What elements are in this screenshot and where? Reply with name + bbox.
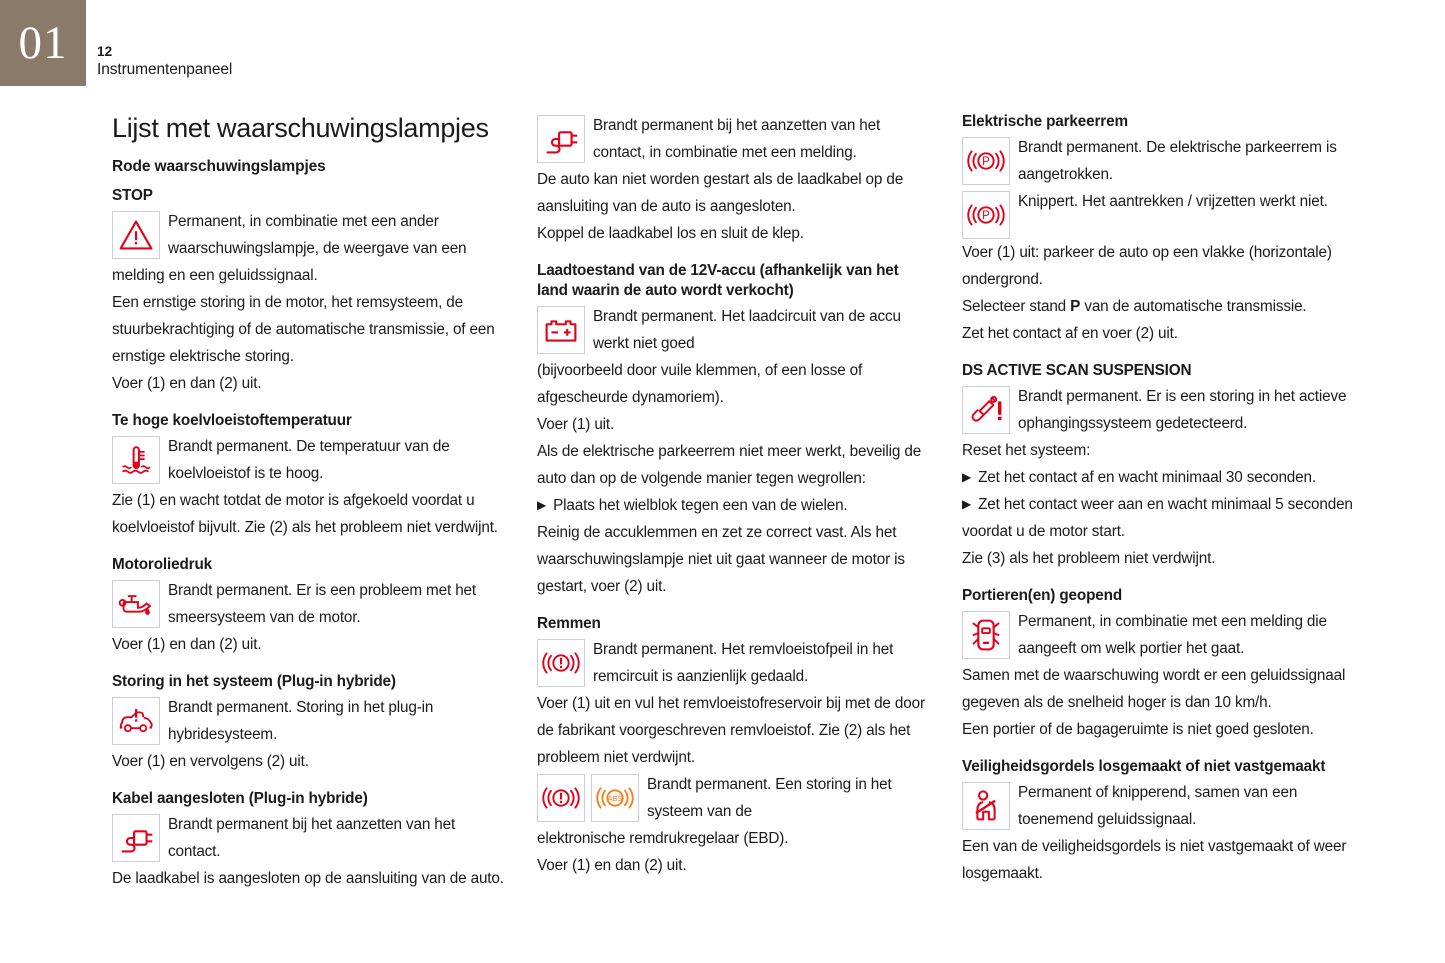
item-bullet-text: Plaats het wielblok tegen een van de wielen. xyxy=(553,497,848,514)
item-body-line: Een portier of de bagageruimte is niet goed gesloten. xyxy=(962,721,1314,738)
item-body-line: Samen met de waarschuwing wordt er een geluidssignaal gegeven als de snelheid hoger is dan 10 km/h. xyxy=(962,667,1346,711)
item-icon-text: Brandt permanent. Een storing in het systeem van de xyxy=(647,776,892,820)
active-suspension-fault-icon xyxy=(962,386,1010,434)
subsection-title: Rode waarschuwingslampjes xyxy=(112,158,326,175)
item-heading-brakes: Remmen xyxy=(537,615,601,632)
item-heading-oil: Motoroliedruk xyxy=(112,556,213,573)
item-icon-text: Brandt permanent. Het remvloeistofpeil in het remcircuit is aanzienlijk gedaald. xyxy=(593,641,894,685)
item-heading-suspension: DS ACTIVE SCAN SUSPENSION xyxy=(962,362,1192,379)
column-1 xyxy=(112,112,508,892)
item-icon-text: Permanent of knipperend, samen van een toenemend geluidssignaal. xyxy=(1018,784,1298,828)
item-body-line: Zie (1) en wacht totdat de motor is afgekoeld voordat u koelvloeistof bijvult. Zie (2) als het probleem niet verdwijnt. xyxy=(112,492,498,536)
warning-item-stop xyxy=(112,208,508,289)
svg-text:P: P xyxy=(982,209,990,222)
warning-item-oil xyxy=(112,577,508,631)
body-text-before: Selecteer stand xyxy=(962,298,1071,315)
gear-position-bold: P xyxy=(1070,298,1081,315)
item-icon-text: Brandt permanent. Er is een probleem met het smeersysteem van de motor. xyxy=(168,582,477,626)
item-body-line: Voer (1) en vervolgens (2) uit. xyxy=(112,753,309,770)
item-heading-hybrid-fault: Storing in het systeem (Plug-in hybride) xyxy=(112,673,396,690)
item-body-line: Voer (1) uit: parkeer de auto op een vlakke (horizontale) ondergrond. xyxy=(962,244,1332,288)
parking-brake-icon xyxy=(962,191,1010,239)
item-bullet-text: Zet het contact weer aan en wacht minimaal 5 seconden voordat u de motor start. xyxy=(962,496,1353,540)
charging-cable-plug-icon xyxy=(537,115,585,163)
item-body-line: Voer (1) uit en vul het remvloeistofreservoir bij met de door de fabrikant voorgeschreven remvloeistof. Zie (2) als het probleem niet verdwijnt. xyxy=(537,695,925,766)
chapter-number-box: 01 xyxy=(0,0,86,86)
item-bullet xyxy=(962,464,1354,491)
item-body-line: Voer (1) en dan (2) uit. xyxy=(112,375,262,392)
warning-item-parking-brake-on xyxy=(962,134,1354,188)
brake-warning-icon xyxy=(537,774,585,822)
column-2 xyxy=(537,112,933,892)
item-icon-text: Brandt permanent. De elektrische parkeerrem is aangetrokken. xyxy=(1018,139,1337,183)
warning-item-suspension xyxy=(962,383,1354,437)
item-body-line: Als de elektrische parkeerrem niet meer werkt, beveilig de auto dan op de volgende manier tegen wegrollen: xyxy=(537,443,922,487)
coolant-temperature-icon xyxy=(112,436,160,484)
bullet-triangle-icon: ▶ xyxy=(962,497,972,511)
item-body-line: Een ernstige storing in de motor, het remsysteem, de stuurbekrachtiging of de automatische transmissie, of een ernstige elektrische storing. xyxy=(112,294,495,365)
item-icon-text: Knippert. Het aantrekken / vrijzetten werkt niet. xyxy=(1018,193,1328,210)
item-body-line: Een van de veiligheidsgordels is niet vastgemaakt of weer losgemaakt. xyxy=(962,838,1347,882)
item-body-line: Koppel de laadkabel los en sluit de klep. xyxy=(537,225,804,242)
item-body-line: Voer (1) en dan (2) uit. xyxy=(112,636,262,653)
warning-triangle-icon xyxy=(112,211,160,259)
item-body-line: Reinig de accuklemmen en zet ze correct vast. Als het waarschuwingslampje niet uit gaat wanneer de motor is gestart, voer (2) uit. xyxy=(537,524,905,595)
section-title: Instrumentenpaneel xyxy=(97,61,233,78)
header-text-group xyxy=(97,44,232,79)
warning-item-ebd xyxy=(537,771,933,825)
warning-item-parking-brake-blink xyxy=(962,188,1354,239)
door-open-icon xyxy=(962,611,1010,659)
item-heading-seatbelt: Veiligheidsgordels losgemaakt of niet vastgemaakt xyxy=(962,758,1326,775)
abs-warning-icon xyxy=(591,774,639,822)
item-body-line: Zet het contact af en voer (2) uit. xyxy=(962,325,1178,342)
engine-oil-pressure-icon xyxy=(112,580,160,628)
item-heading-cable: Kabel aangesloten (Plug-in hybride) xyxy=(112,790,368,807)
warning-item-coolant xyxy=(112,433,508,487)
item-bullet xyxy=(962,491,1354,545)
warning-item-brakes xyxy=(537,636,933,690)
warning-item-seatbelt xyxy=(962,779,1354,833)
seatbelt-warning-icon xyxy=(962,782,1010,830)
item-icon-text: Brandt permanent bij het aanzetten van het contact. xyxy=(168,816,456,860)
item-icon-text: Permanent, in combinatie met een ander waarschuwingslampje, de weergave van een melding en een geluidssignaal. xyxy=(112,213,467,284)
item-icon-text: Brandt permanent. Storing in het plug-in hybridesysteem. xyxy=(168,699,434,743)
warning-item-battery xyxy=(537,303,933,357)
parking-brake-icon xyxy=(962,137,1010,185)
brake-warning-icon xyxy=(537,639,585,687)
page-title: Lijst met waarschuwingslampjes xyxy=(112,113,489,143)
bullet-triangle-icon: ▶ xyxy=(537,498,547,512)
item-body-line: (bijvoorbeeld door vuile klemmen, of een losse of afgescheurde dynamoriem). xyxy=(537,362,863,406)
item-bullet-text: Zet het contact af en wacht minimaal 30 seconden. xyxy=(978,469,1316,486)
body-text-after: van de automatische transmissie. xyxy=(1080,298,1307,315)
item-heading-parking-brake: Elektrische parkeerrem xyxy=(962,113,1128,130)
item-icon-text: Brandt permanent bij het aanzetten van het contact, in combinatie met een melding. xyxy=(593,117,881,161)
item-body-line: De auto kan niet worden gestart als de laadkabel op de aansluiting van de auto is aangesloten. xyxy=(537,171,904,215)
item-body-line-bold-p xyxy=(962,293,1354,320)
battery-charge-icon xyxy=(537,306,585,354)
item-heading-door-open: Portieren(en) geopend xyxy=(962,587,1123,604)
hybrid-system-fault-icon xyxy=(112,697,160,745)
item-heading-coolant: Te hoge koelvloeistoftemperatuur xyxy=(112,412,352,429)
item-heading-battery: Laadtoestand van de 12V-accu (afhankelijk van het land waarin de auto wordt verkocht) xyxy=(537,262,899,299)
item-body-line: Voer (1) en dan (2) uit. xyxy=(537,857,687,874)
warning-item-door-open xyxy=(962,608,1354,662)
item-icon-text: Permanent, in combinatie met een melding die aangeeft om welk portier het gaat. xyxy=(1018,613,1327,657)
item-body-line: Zie (3) als het probleem niet verdwijnt. xyxy=(962,550,1216,567)
item-body-line: elektronische remdrukregelaar (EBD). xyxy=(537,830,789,847)
item-icon-text: Brandt permanent. Er is een storing in het actieve ophangingssysteem gedetecteerd. xyxy=(1018,388,1347,432)
item-heading-stop: STOP xyxy=(112,187,153,204)
content-columns xyxy=(0,112,1445,892)
warning-item-cable-cont xyxy=(537,112,933,166)
warning-item-cable xyxy=(112,811,508,865)
item-bullet xyxy=(537,492,933,519)
svg-text:ABS: ABS xyxy=(607,794,623,804)
item-body-line: Voer (1) uit. xyxy=(537,416,615,433)
item-icon-text: Brandt permanent. De temperatuur van de koelvloeistof is te hoog. xyxy=(168,438,450,482)
item-body-line: De laadkabel is aangesloten op de aansluiting van de auto. xyxy=(112,870,504,887)
column-3 xyxy=(962,112,1354,892)
item-icon-text: Brandt permanent. Het laadcircuit van de accu werkt niet goed xyxy=(593,308,901,352)
warning-item-hybrid-fault xyxy=(112,694,508,748)
page-header xyxy=(0,0,1445,92)
bullet-triangle-icon: ▶ xyxy=(962,470,972,484)
svg-text:P: P xyxy=(982,155,990,168)
item-body-line: Reset het systeem: xyxy=(962,442,1091,459)
charging-cable-plug-icon xyxy=(112,814,160,862)
page-number: 12 xyxy=(97,44,113,59)
